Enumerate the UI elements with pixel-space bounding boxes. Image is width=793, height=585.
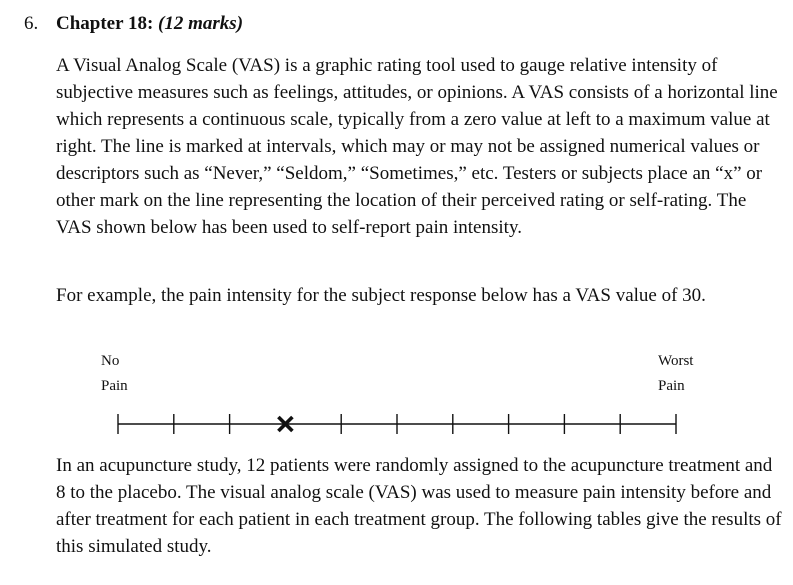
vas-right-label-line1: Worst	[658, 353, 694, 369]
vas-scale	[100, 398, 700, 444]
study-paragraph: In an acupuncture study, 12 patients were randomly assigned to the acupuncture treatment and 8 to the placebo. The visual analog scale (VAS) was used to measure pain intensity before and after treatment for each patient in each treatment group. The following tables give the results of this simulated study.	[56, 455, 782, 557]
chapter-title: Chapter 18:	[56, 13, 154, 34]
vas-intro-paragraph: A Visual Analog Scale (VAS) is a graphic rating tool used to gauge relative intensity of subjective measures such as feelings, attitudes, or opinions. A VAS consists of a horizontal line which represents a continuous scale, typically from a zero value at left to a maximum value at right. The line is marked at intervals, which may or may not be assigned numerical values or descriptors such as “Never,” “Seldom,” “Sometimes,” etc. Testers or subjects place an “x” or other mark on the line representing the location of their perceived rating or self-rating. The VAS shown below has been used to self-report pain intensity.	[56, 55, 778, 238]
question-header	[24, 10, 243, 37]
vas-left-label-line1: No	[101, 353, 120, 369]
vas-right-label-line2: Pain	[658, 378, 685, 394]
question-number: 6.	[24, 13, 39, 34]
example-paragraph: For example, the pain intensity for the subject response below has a VAS value of 30.	[56, 285, 706, 306]
marks-label: (12 marks)	[158, 13, 244, 34]
vas-left-label-line2: Pain	[101, 378, 128, 394]
